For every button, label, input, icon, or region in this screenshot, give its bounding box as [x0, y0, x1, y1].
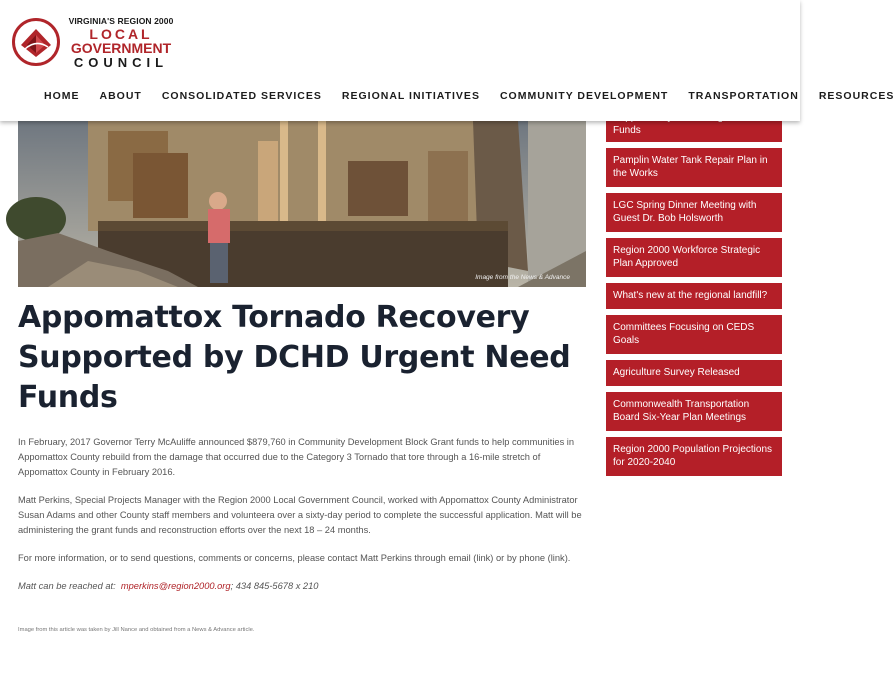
sidebar-item-pamplin-water-tank[interactable]: [606, 148, 782, 187]
logo-emblem-icon: [12, 18, 60, 66]
sidebar-item-agriculture-survey[interactable]: [606, 360, 782, 386]
logo-line-council: COUNCIL: [73, 55, 169, 70]
sidebar-item-ceds-goals[interactable]: [606, 315, 782, 354]
sidebar-item-transportation-board[interactable]: [606, 392, 782, 431]
sidebar-item-label: Region 2000 Workforce Strategic Plan Approved: [613, 245, 761, 269]
logo-line-region: VIRGINIA'S REGION 2000: [68, 16, 174, 26]
sidebar-item-label: Commonwealth Transportation Board Six-Year Plan Meetings: [613, 399, 750, 423]
sidebar-item-label: Committees Focusing on CEDS Goals: [613, 322, 755, 346]
hero-caption: Image from the News & Advance: [475, 274, 570, 281]
article-title: Appomattox Tornado Recovery Supported by DCHD Urgent Need Funds: [18, 300, 571, 415]
tornado-damage-photo: [18, 121, 586, 287]
sidebar-item-label: Pamplin Water Tank Repair Plan in the Works: [613, 155, 768, 179]
article-paragraph: Matt Perkins, Special Projects Manager with the Region 2000 Local Government Council, worked with Appomattox County Administrator Susan Adams and other County staff members and volunteera over a sixty-day period to complete the successful application. Matt will be administering the grant funds and reconstruction efforts over the next 18 – 24 months.: [18, 495, 582, 535]
sidebar-item-label: LGC Spring Dinner Meeting with Guest Dr. Bob Holsworth: [613, 200, 757, 224]
site-logo[interactable]: [12, 16, 172, 72]
contact-email-link[interactable]: mperkins@region2000.org: [120, 581, 231, 591]
sidebar-news-list: [606, 100, 782, 482]
logo-wordmark: [66, 16, 176, 70]
logo-line-local: LOCAL: [89, 26, 153, 42]
contact-line: [18, 579, 588, 594]
sidebar-item-label: Funds: [613, 125, 641, 136]
site-header: [0, 0, 894, 121]
nav-item-consolidated-services[interactable]: CONSOLIDATED SERVICES: [161, 90, 322, 102]
sidebar-item-label: What's new at the regional landfill?: [613, 290, 768, 301]
sidebar-item-landfill[interactable]: [606, 283, 782, 309]
nav-item-resources[interactable]: RESOURCES: [818, 90, 894, 102]
nav-item-home[interactable]: HOME: [44, 90, 80, 102]
article-body: [18, 435, 588, 607]
contact-prefix: Matt can be reached at:: [18, 581, 116, 591]
sidebar-item-label: Region 2000 Population Projections for 2020-2040: [613, 444, 772, 468]
nav-item-transportation[interactable]: TRANSPORTATION: [688, 90, 799, 102]
article-paragraph: For more information, or to send questions, comments or concerns, please contact Matt Perkins through email (link) or by phone (link).: [18, 553, 571, 563]
main-nav: [44, 90, 894, 106]
logo-line-government: GOVERNMENT: [70, 40, 172, 56]
sidebar-item-population-projections[interactable]: [606, 437, 782, 476]
photo-credit: Image from this article was taken by Jill Nance and obtained from a News & Advance article.: [18, 627, 255, 633]
nav-item-regional-initiatives[interactable]: REGIONAL INITIATIVES: [341, 90, 480, 102]
article-paragraph: In February, 2017 Governor Terry McAuliffe announced $879,760 in Community Development Block Grant funds to help communities in Appomattox County rebuild from the damage that occurred due to the Category 3 Tornado that tore through a 16-mile stretch of Appomattox County in February 2016.: [18, 437, 575, 477]
contact-phone: ; 434 845-5678 x 210: [230, 581, 319, 591]
hero-image: [18, 121, 586, 287]
nav-item-about[interactable]: ABOUT: [99, 90, 142, 102]
sidebar-item-spring-dinner[interactable]: [606, 193, 782, 232]
sidebar-item-workforce-plan[interactable]: [606, 238, 782, 277]
nav-item-community-development[interactable]: COMMUNITY DEVELOPMENT: [499, 90, 669, 102]
sidebar-item-label: Agriculture Survey Released: [613, 367, 740, 378]
